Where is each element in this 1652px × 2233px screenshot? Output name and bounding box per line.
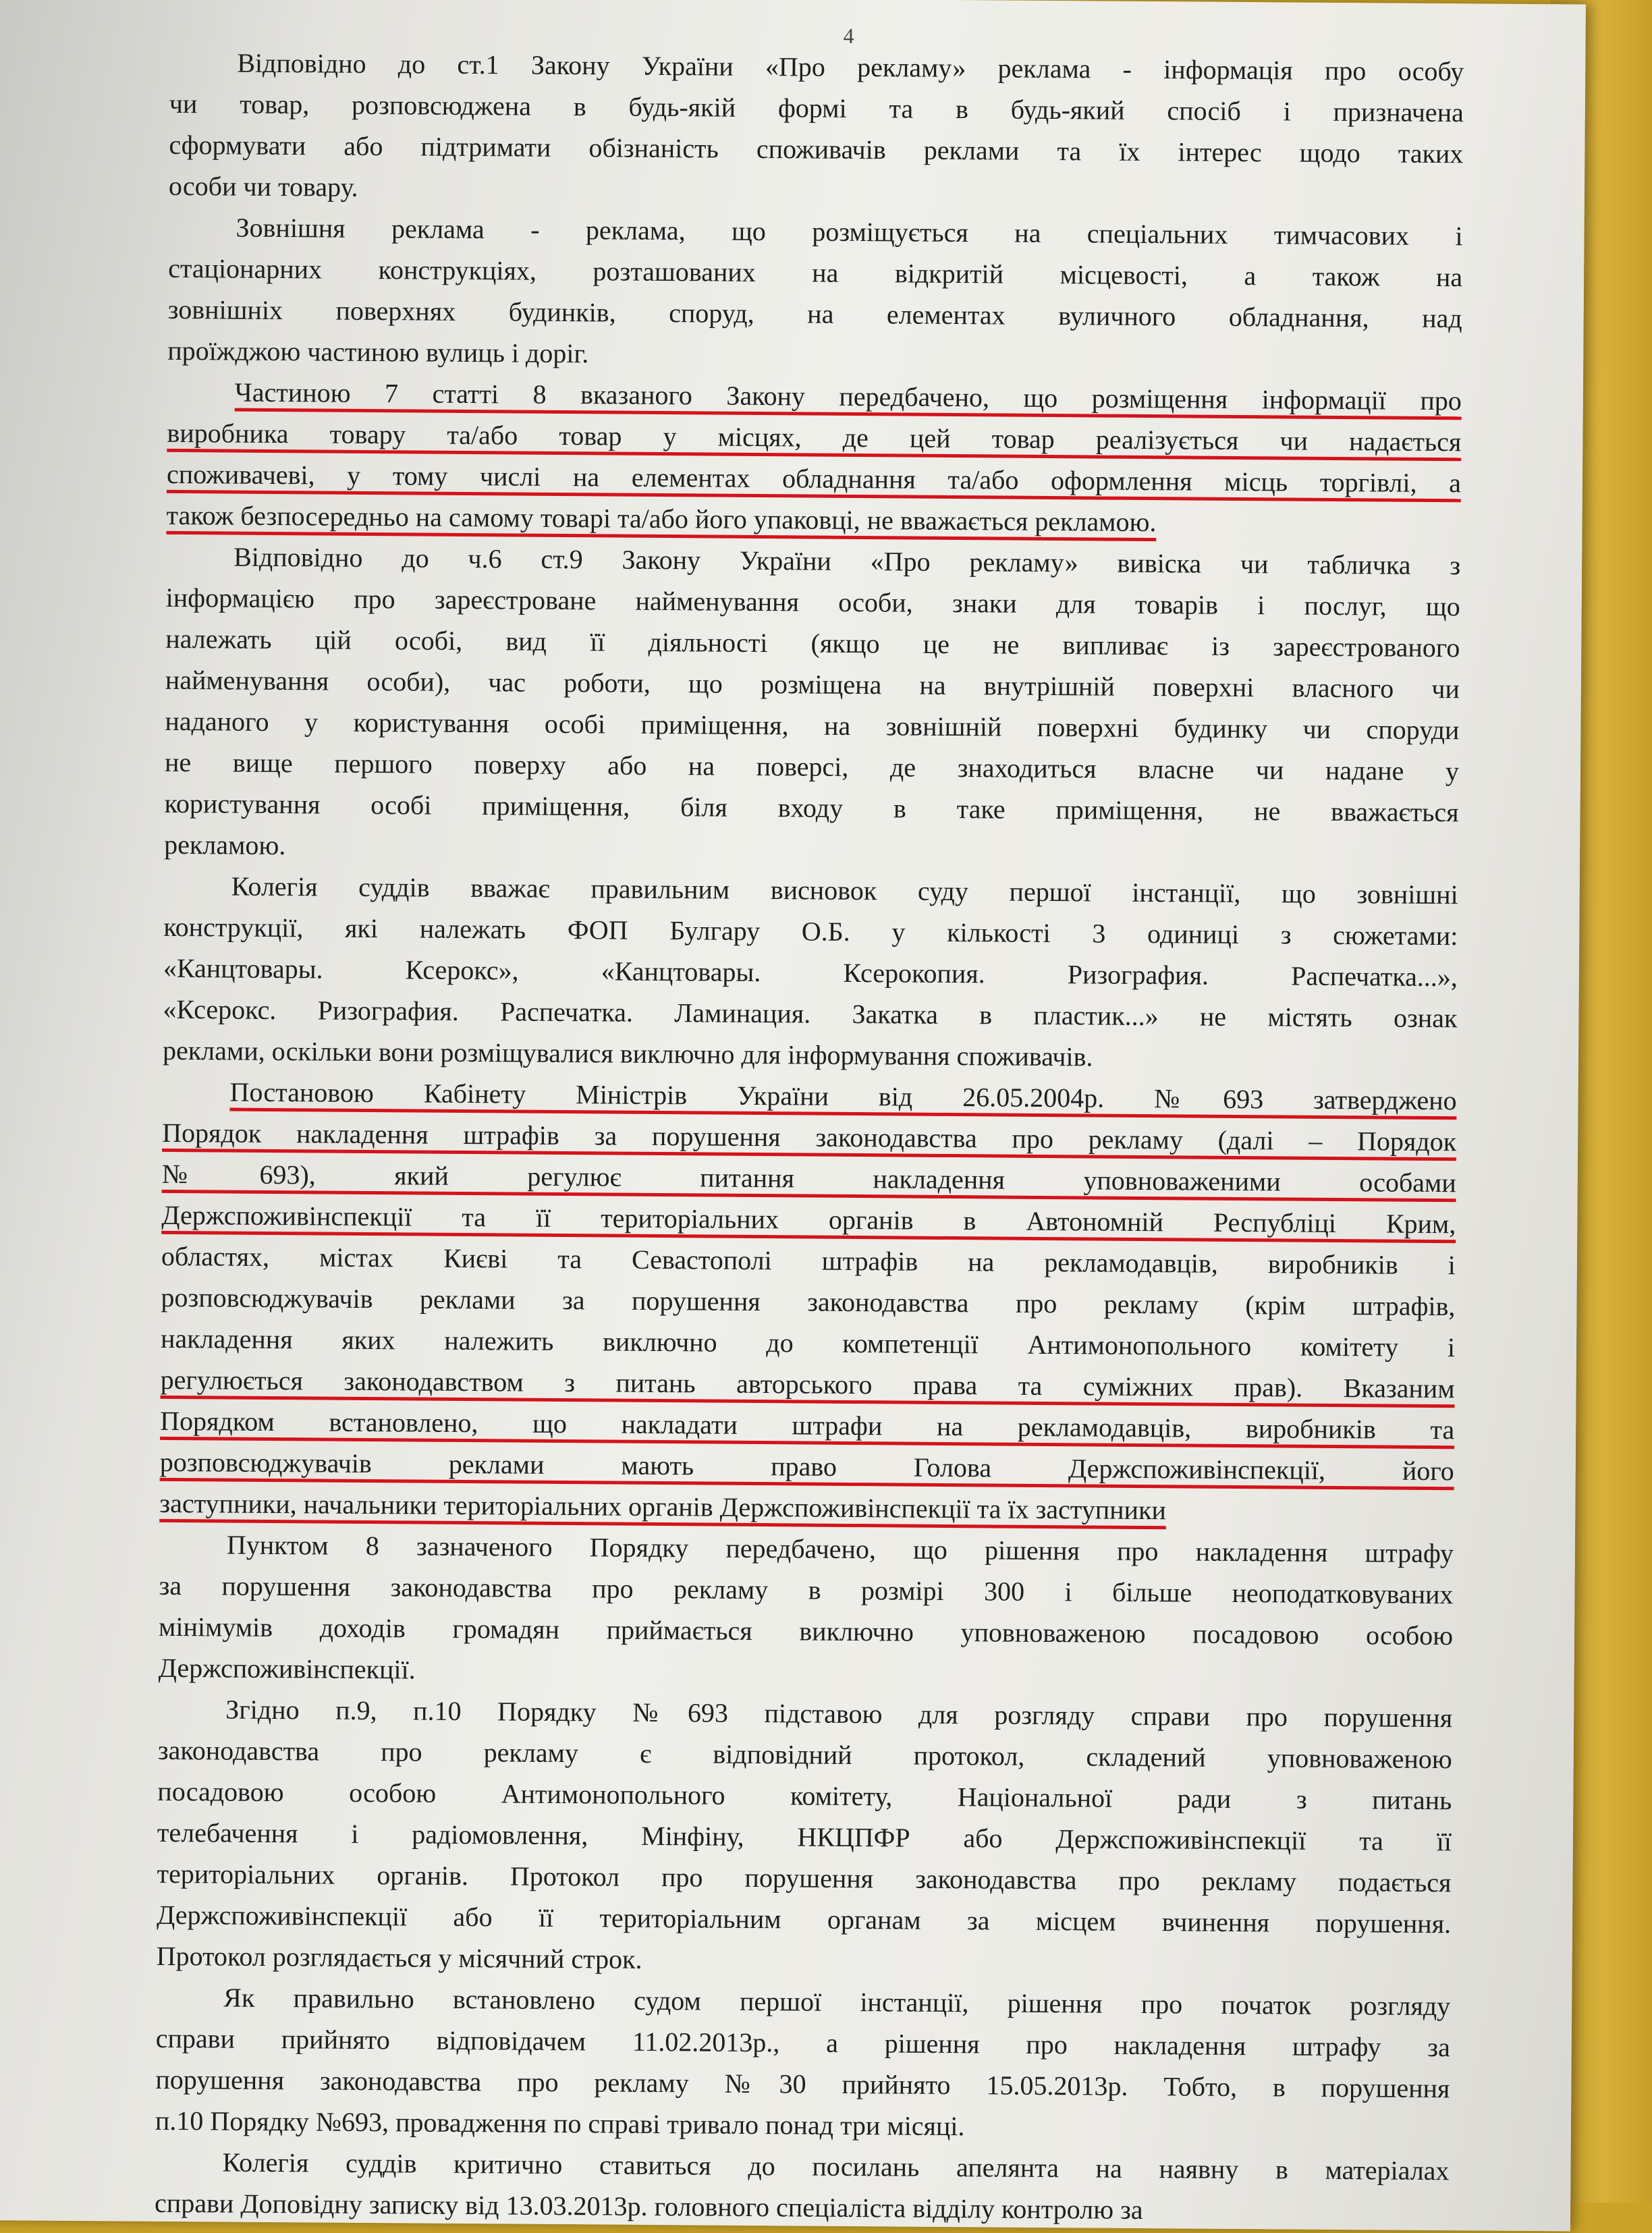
page-number: 4 xyxy=(843,23,854,48)
text-line: інформацією про зареєстроване найменування особи, знаки для товарів і послуг, що xyxy=(165,582,1460,622)
paragraph xyxy=(0,1687,1574,1987)
text-line: заступники, начальники територіальних органів Держспоживінспекції та їх заступники xyxy=(159,1487,1167,1526)
paragraph xyxy=(0,1070,1578,1534)
text-line: Колегія суддів критично ставиться до посилань апелянта на наявну в матеріалах xyxy=(222,2147,1450,2186)
text-line: належать цій особі, вид її діяльності (якщо це не випливає із зареєстрованого xyxy=(165,623,1460,663)
paragraph xyxy=(0,864,1580,1081)
text-line: Колегія суддів вважає правильним висновок суду першої інстанції, що зовнішні xyxy=(231,871,1458,910)
text-line: розповсюджувачів реклами за порушення законодавства про рекламу (крім штрафів, xyxy=(161,1281,1456,1322)
text-line: Зовнішня реклама - реклама, що розміщується на спеціальних тимчасових і xyxy=(236,212,1463,252)
text-line: конструкції, які належать ФОП Булгару О.Б. у кількості 3 одиниці з сюжетами: xyxy=(163,911,1458,952)
text-line: посадовою особою Антимонопольного комітету, Національної ради з питань xyxy=(157,1775,1452,1816)
text-line: реклами, оскільки вони розміщувалися виключно для інформування споживачів. xyxy=(162,1035,1093,1072)
paragraph xyxy=(0,40,1585,217)
text-line: зовнішніх поверхнях будинків, споруд, на елементах вуличного обладнання, над xyxy=(167,294,1462,334)
text-line: Постановою Кабінету Міністрів України від 26.05.2004р. №693 затверджено xyxy=(229,1076,1457,1116)
text-line: особи чи товару. xyxy=(168,170,358,202)
text-line: Як правильно встановлено судом першої інстанції, рішення про початок розгляду xyxy=(223,1982,1451,2022)
text-line: наданого у користування особі приміщення, на зовнішній поверхні будинку чи споруди xyxy=(165,705,1460,746)
text-line: також безпосередньо на самому товарі та/або його упаковці, не вважається рекламою. xyxy=(166,499,1157,538)
text-line: законодавства про рекламу є відповідний протокол, складений уповноваженою xyxy=(157,1734,1452,1775)
text-line: «Ксерокс. Ризография. Распечатка. Ламинация. Закатка в пластик...» не містять ознак xyxy=(163,993,1458,1034)
text-line: Держспоживінспекції. xyxy=(158,1652,416,1685)
text-line: Держспоживінспекції та її територіальних органів в Автономній Республіці Крим, xyxy=(161,1199,1456,1240)
text-line: не вище першого поверху або на поверсі, де знаходиться власне чи надане у xyxy=(164,746,1460,787)
text-line: рекламою. xyxy=(164,829,286,861)
text-line: «Канцтовары. Ксерокс», «Канцтовары. Ксерокопия. Ризография. Распечатка...», xyxy=(163,952,1458,993)
paragraph xyxy=(0,534,1582,875)
text-line: сформувати або підтримати обізнаність споживачів реклами та їх інтерес щодо таких xyxy=(169,129,1464,169)
text-line: споживачеві, у тому числі на елементах обладнання та/або оформлення місць торгівлі, а xyxy=(166,458,1462,499)
text-line: територіальних органів. Протокол про порушення законодавства про рекламу подається xyxy=(157,1858,1452,1898)
paragraph xyxy=(0,2140,1571,2233)
text-line: порушення законодавства про рекламу №30 прийнято 15.05.2013р. Тобто, в порушення xyxy=(155,2064,1450,2104)
text-line: областях, містах Києві та Севастополі штрафів на рекламодавців, виробників і xyxy=(161,1240,1456,1281)
paragraph xyxy=(0,370,1583,546)
text-line: Порядком встановлено, що накладати штрафи на рекламодавців, виробників та xyxy=(160,1405,1455,1445)
text-line: Згідно п.9, п.10 Порядку №693 підставою для розгляду справи про порушення xyxy=(225,1694,1453,1734)
text-line: за порушення законодавства про рекламу в розмірі 300 і більше неоподатковуваних xyxy=(159,1570,1454,1610)
text-line: проїжджою частиною вулиць і доріг. xyxy=(167,335,589,369)
text-line: справи прийнято відповідачем 11.02.2013р., а рішення про накладення штрафу за xyxy=(155,2022,1450,2063)
paragraph xyxy=(0,1522,1575,1699)
text-line: мінімумів доходів громадян приймається виключно уповноваженою посадовою особою xyxy=(158,1611,1454,1651)
text-line: телебачення і радіомовлення, Мінфіну, НКЦПФР або Держспоживінспекції та її xyxy=(157,1817,1452,1857)
text-line: №693), який регулює питання накладення уповноваженими особами xyxy=(161,1158,1456,1198)
text-line: користування особі приміщення, біля входу в таке приміщення, не вважається xyxy=(164,788,1459,828)
text-line: Відповідно до ст.1 Закону України «Про рекламу» реклама - інформація про особу xyxy=(237,47,1464,87)
text-line: накладення яких належить виключно до компетенції Антимонопольного комітету і xyxy=(160,1323,1456,1363)
text-line: розповсюджувачів реклами мають право Голова Держспоживінспекції, його xyxy=(159,1446,1454,1487)
text-line: Порядок накладення штрафів за порушення законодавства про рекламу (далі – Порядок xyxy=(162,1117,1457,1157)
text-line: Протокол розглядається у місячний строк. xyxy=(156,1940,642,1975)
paragraph xyxy=(0,1975,1572,2151)
text-line: справи Доповідну записку від 13.03.2013р. головного спеціаліста відділу контролю за xyxy=(154,2187,1143,2226)
text-line: п.10 Порядку №693, провадження по справі тривало понад три місяці. xyxy=(155,2105,965,2142)
text-line: Держспоживінспекції або її територіальним органам за місцем вчинення порушення. xyxy=(156,1899,1452,1939)
text-line: стаціонарних конструкціях, розташованих на відкритій місцевості, а також на xyxy=(168,252,1463,293)
text-line: чи товар, розповсюджена в будь-якій формі та в будь-який спосіб і призначена xyxy=(169,88,1464,128)
text-line: виробника товару та/або товар у місцях, де цей товар реалізується чи надається xyxy=(167,417,1462,458)
document-body xyxy=(0,40,1585,2233)
text-line: найменування особи), час роботи, що розміщена на внутрішній поверхні власного чи xyxy=(165,664,1460,705)
paragraph xyxy=(0,205,1585,381)
text-line: регулюється законодавством з питань авторського права та суміжних прав). Вказаним xyxy=(160,1364,1455,1404)
text-line: Пунктом 8 зазначеного Порядку передбачено, що рішення про накладення штрафу xyxy=(226,1529,1454,1569)
text-line: Відповідно до ч.6 ст.9 Закону України «Про рекламу» вивіска чи табличка з xyxy=(233,541,1461,581)
text-line: Частиною 7 статті 8 вказаного Закону передбачено, що розміщення інформації про xyxy=(234,377,1462,416)
